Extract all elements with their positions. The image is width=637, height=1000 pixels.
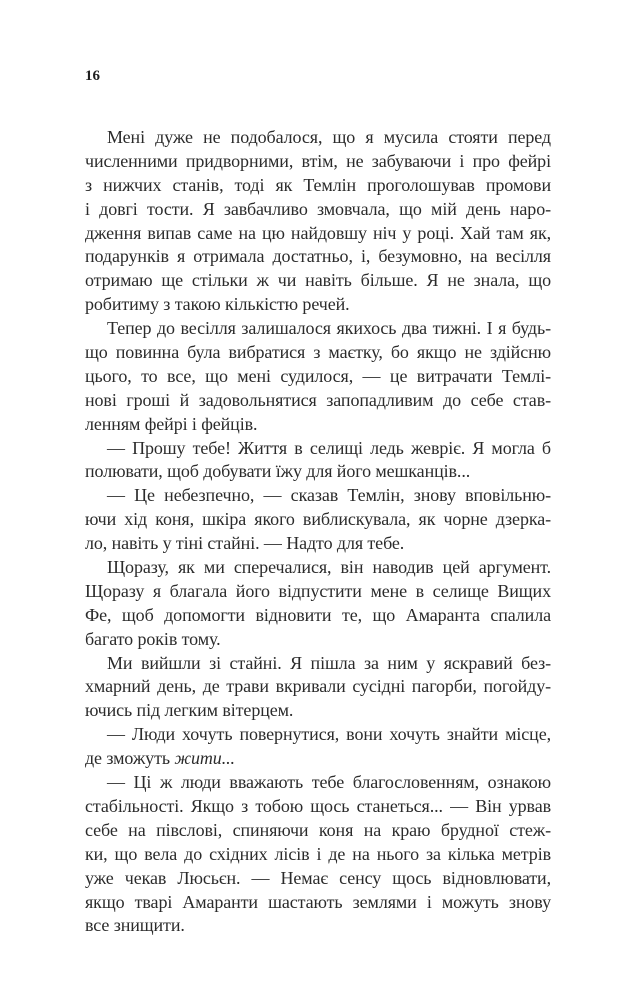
text-line: полювати, щоб добувати їжу для його мешканців... — [85, 461, 471, 482]
text-line: і довгі тости. Я завбачливо змовчала, що мій день наро- — [85, 198, 551, 219]
text-line: — Ці ж люди вважають тебе благословенням, ознакою — [107, 772, 551, 793]
text-line: що повинна була вибратися з маєтку, бо якщо не здійсню — [85, 342, 551, 363]
page-number: 16 — [85, 68, 100, 84]
text-line: Фе, щоб допомогти відновити те, що Амаранта спалила — [85, 604, 551, 625]
text-line: — Прошу тебе! Життя в селищі ледь жевріє. Я могла б — [107, 437, 551, 458]
text-line: з нижчих станів, тоді як Темлін проголошував промови — [85, 174, 551, 195]
text-line — [85, 747, 551, 771]
text-line: багато років тому. — [85, 628, 221, 649]
text-line: уже чекав Люсьєн. — Немає сенсу щось відновлювати, — [85, 867, 551, 888]
text-line: ючись під легким вітерцем. — [85, 700, 294, 721]
text-line: Ми вийшли зі стайні. Я пішла за ним у яскравий без- — [107, 652, 551, 673]
text-line: якщо тварі Амаранти шастають землями і можуть знову — [85, 891, 551, 912]
text-line: ючи хід коня, шкіра якого виблискувала, як чорне дзерка- — [85, 509, 551, 530]
text-line: дження випав саме на цю найдовшу ніч у році. Хай там як, — [85, 222, 551, 243]
text-line: нові гроші й задовольнятися запопадливим до себе став- — [85, 389, 551, 410]
text-line: Мені дуже не подобалося, що я мусила стояти перед — [107, 127, 551, 147]
text-line: цього, то все, що мені судилося, — це витрачати Темлі- — [85, 365, 551, 386]
body-text — [85, 126, 551, 938]
text-line: отримаю ще стільки ж чи навіть більше. Я не знала, що — [85, 270, 551, 291]
text-line: ленням фейрі і фейців. — [85, 413, 258, 434]
text-line: все знищити. — [85, 915, 185, 936]
text-line: численними придворними, втім, не забуваючи і про фейрі — [85, 150, 551, 171]
text-line: — Це небезпечно, — сказав Темлін, знову вповільню- — [107, 485, 551, 506]
text-line: робитиму з такою кількістю речей. — [85, 294, 350, 315]
text-line: стабільності. Якщо з тобою щось станеться... — Він урвав — [85, 795, 551, 816]
text-line: Щоразу я благала його відпустити мене в селище Вищих — [85, 580, 551, 601]
text-line: — Люди хочуть повернутися, вони хочуть знайти місце, — [107, 724, 551, 745]
text-line: подарунків я отримала достатньо, і, безумовно, на весілля — [85, 246, 551, 267]
text-line: ло, навіть у тіні стайні. — Надто для тебе. — [85, 533, 405, 554]
text-line: ки, що вела до східних лісів і де на нього за кілька метрів — [85, 843, 551, 864]
text-segment: де зможуть — [85, 748, 175, 769]
italic-emphasis: жити... — [174, 748, 235, 769]
text-line: хмарний день, де трави вкривали сусідні пагорби, погойду- — [85, 676, 551, 697]
text-line: Тепер до весілля залишалося якихось два тижні. І я будь- — [107, 318, 551, 339]
text-line: Щоразу, як ми сперечалися, він наводив цей аргумент. — [107, 557, 551, 578]
text-line: себе на півслові, спиняючи коня на краю брудної стеж- — [85, 819, 551, 840]
